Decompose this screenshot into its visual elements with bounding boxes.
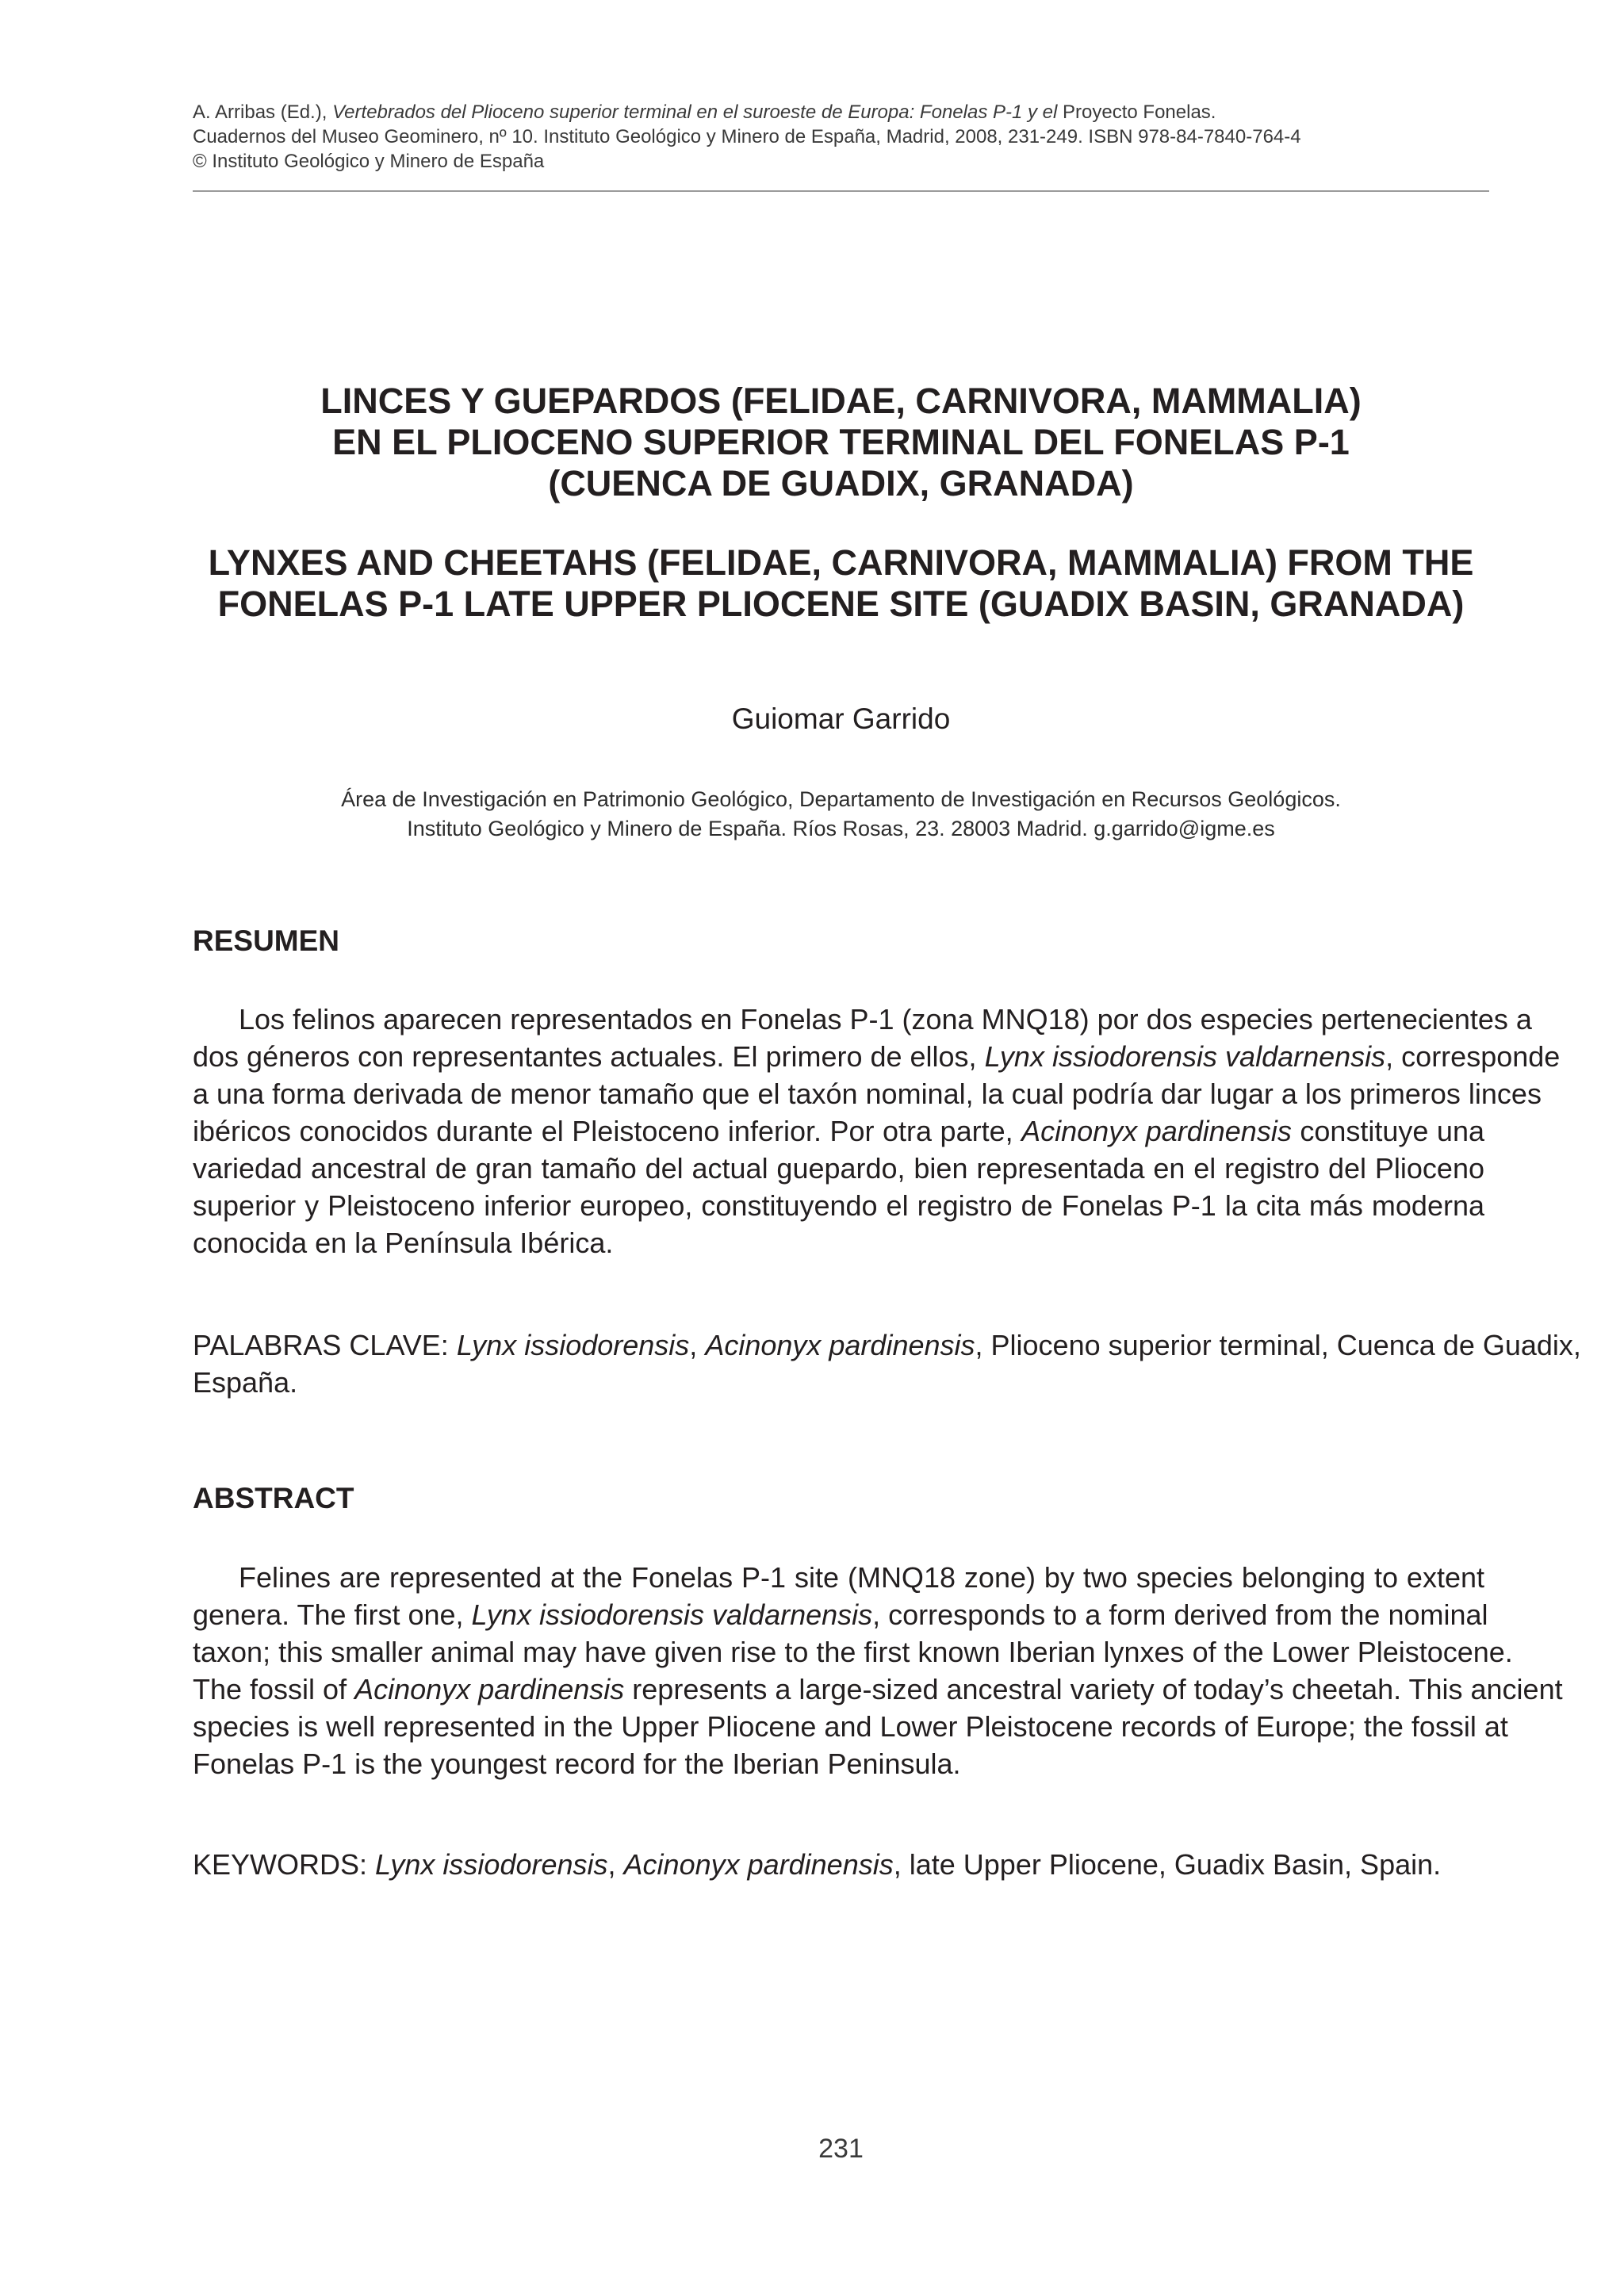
author-name: Guiomar Garrido xyxy=(731,702,951,735)
header-copyright: © Instituto Geológico y Minero de España xyxy=(193,151,545,172)
species-name: Lynx issiodorensis valdarnensis xyxy=(984,1040,1386,1073)
abstract-heading: ABSTRACT xyxy=(193,1482,354,1514)
species-name: Acinonyx pardinensis xyxy=(1021,1115,1292,1147)
header-citation: A. Arribas (Ed.), Vertebrados del Plioceno superior terminal en el suroeste de Europa: Fonelas P-1 y el Proyecto Fonelas. xyxy=(193,101,1216,123)
resumen-heading: RESUMEN xyxy=(193,924,340,957)
species-name: Acinonyx pardinensis xyxy=(354,1673,625,1705)
abstract-paragraph: Felines are represented at the Fonelas P-1 site (MNQ18 zone) by two species belonging to extent genera. The first one, Lynx issiodorensis valdarnensis, corresponds to a form derived from the nominal taxon; this smaller animal may have given rise to the first known Iberian lynxes of the Lower Pleistocene. The fossil of Acinonyx pardinensis represents a large-sized ancestral variety of today’s cheetah. This ancient species is well represented in the Upper Pliocene and Lower Pleistocene records of Europe; the fossil at Fonelas P-1 is the youngest record for the Iberian Peninsula. xyxy=(193,1561,1563,1780)
title-spanish: LINCES Y GUEPARDOS (FELIDAE, CARNIVORA, MAMMALIA) EN EL PLIOCENO SUPERIOR TERMINAL DEL FONELAS P-1 (CUENCA DE GUADIX, GRANADA) xyxy=(320,381,1362,503)
keywords: KEYWORDS: Lynx issiodorensis, Acinonyx pardinensis, late Upper Pliocene, Guadix Basin, Spain. xyxy=(193,1848,1442,1881)
running-header xyxy=(193,100,1489,174)
header-journal: Cuadernos del Museo Geominero, nº 10. Instituto Geológico y Minero de España, Madrid, 2008, 231-249. ISBN 978-84-7840-764-4 xyxy=(193,126,1301,147)
species-name: Lynx issiodorensis valdarnensis xyxy=(471,1598,873,1631)
resumen-paragraph: Los felinos aparecen representados en Fonelas P-1 (zona MNQ18) por dos especies pertenecientes a dos géneros con representantes actuales. El primero de ellos, Lynx issiodorensis valdarnensis, corresponde a una forma derivada de menor tamaño que el taxón nominal, la cual podría dar lugar a los primeros linces ibéricos conocidos durante el Pleistoceno inferior. Por otra parte, Acinonyx pardinensis constituye una variedad ancestral de gran tamaño del actual guepardo, bien representada en el registro del Plioceno superior y Pleistoceno inferior europeo, constituyendo el registro de Fonelas P-1 la cita más moderna conocida en la Península Ibérica. xyxy=(193,1003,1561,1259)
header-divider xyxy=(193,190,1489,192)
title-english: LYNXES AND CHEETAHS (FELIDAE, CARNIVORA, MAMMALIA) FROM THE FONELAS P-1 LATE UPPER PLIOCENE SITE (GUADIX BASIN, GRANADA) xyxy=(208,542,1474,624)
palabras-clave: PALABRAS CLAVE: Lynx issiodorensis, Acinonyx pardinensis, Plioceno superior terminal, Cuenca de Guadix, España. xyxy=(193,1329,1581,1399)
page-number: 231 xyxy=(818,2134,864,2164)
author-affiliation: Área de Investigación en Patrimonio Geológico, Departamento de Investigación en Recursos Geológicos. Instituto Geológico y Minero de España. Ríos Rosas, 23. 28003 Madrid. g.garrido@igme.es xyxy=(341,787,1341,840)
